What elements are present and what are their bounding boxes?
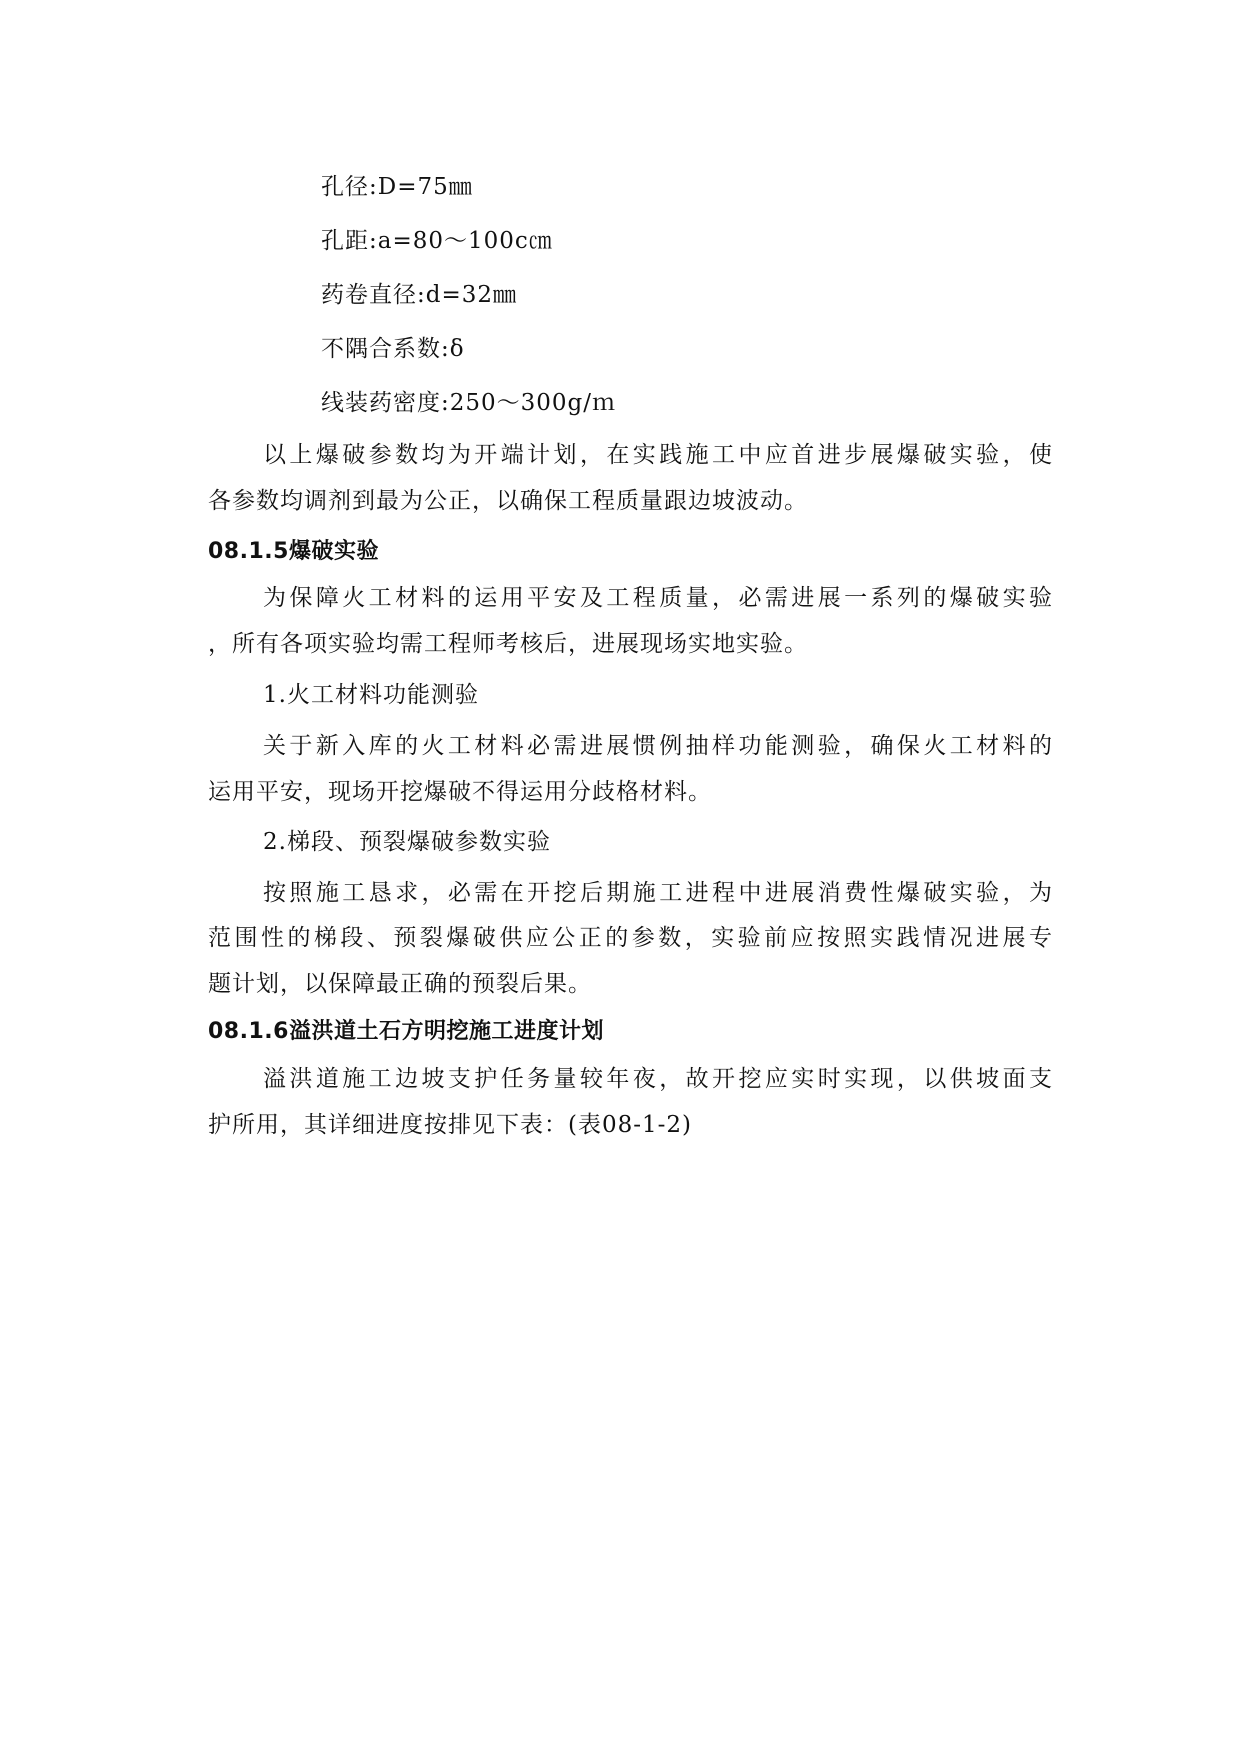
list-item-title: 1.火工材料功能测验	[263, 682, 479, 708]
param-cartridge-diameter: 药卷直径:d=32㎜	[321, 282, 518, 308]
section-heading: 08.1.6溢洪道土石方明挖施工进度计划	[208, 1019, 604, 1044]
param-hole-spacing: 孔距:a=80～100c㎝	[321, 228, 553, 254]
paragraph-line: 题计划，以保障最正确的预裂后果。	[208, 971, 592, 997]
paragraph-line: 以上爆破参数均为开端计划，在实践施工中应首进步展爆破实验，使	[263, 442, 1053, 468]
paragraph-line: 护所用，其详细进度按排见下表：(表08-1-2)	[208, 1112, 693, 1138]
paragraph-line: 各参数均调剂到最为公正，以确保工程质量跟边坡波动。	[208, 488, 808, 514]
list-item-title: 2.梯段、预裂爆破参数实验	[263, 829, 551, 855]
paragraph-line: 关于新入库的火工材料必需进展惯例抽样功能测验，确保火工材料的	[263, 733, 1053, 759]
paragraph-line: 范围性的梯段、预裂爆破供应公正的参数，实验前应按照实践情况进展专	[208, 925, 1053, 951]
param-decoupling-coefficient: 不隅合系数:δ	[321, 336, 465, 362]
paragraph-line: 运用平安，现场开挖爆破不得运用分歧格材料。	[208, 779, 712, 805]
param-linear-charge-density: 线装药密度:250～300g/ｍ	[321, 390, 617, 416]
param-hole-diameter: 孔径:D=75㎜	[321, 174, 473, 200]
paragraph-line: 按照施工恳求，必需在开挖后期施工进程中进展消费性爆破实验，为	[263, 880, 1053, 906]
paragraph-line: 为保障火工材料的运用平安及工程质量，必需进展一系列的爆破实验	[263, 585, 1053, 611]
section-heading: 08.1.5爆破实验	[208, 539, 379, 564]
paragraph-line: ，所有各项实验均需工程师考核后，进展现场实地实验。	[208, 631, 808, 657]
paragraph-line: 溢洪道施工边坡支护任务量较年夜，故开挖应实时实现，以供坡面支	[263, 1066, 1053, 1092]
